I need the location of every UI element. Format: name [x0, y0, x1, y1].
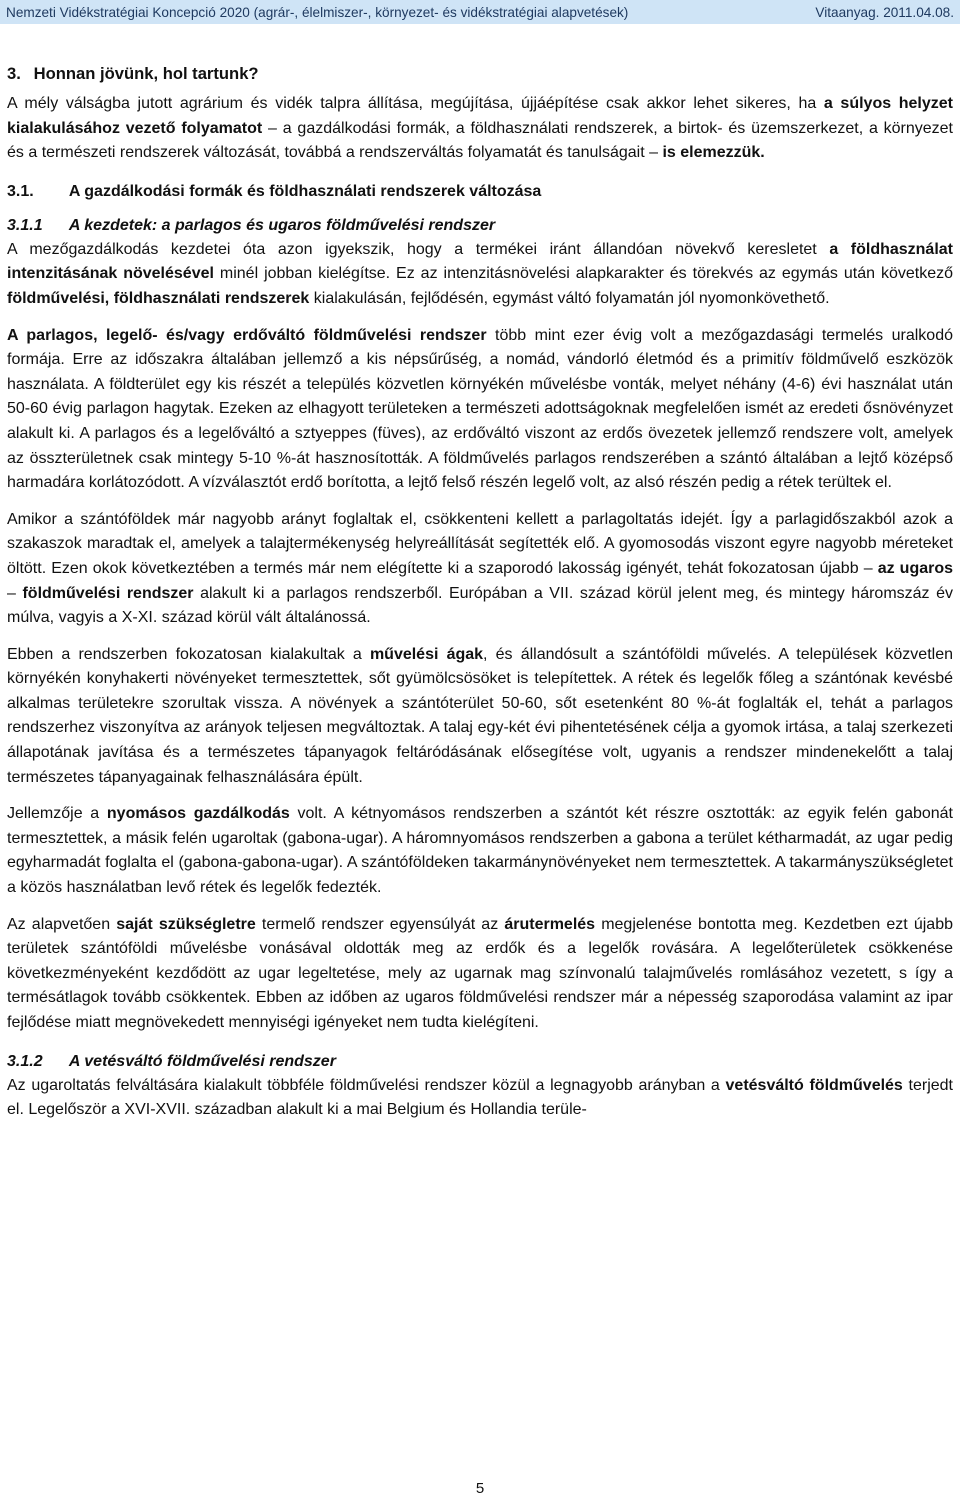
paragraph-text: több mint ezer évig volt a mezőgazdasági termelés uralkodó formája. Erre az időszakra általában jellemző a kis népsűrűség, a nomád, vándorló életmód és a primitív földművelő eszközök használata. A földterület egy kis részét a település közvetlen környékén művelésbe vonták, melyet néhány (4-6) évi használat után 50-60 évig parlagon hagytak. Ezeken az elhagyott területeken a természeti adottságoknak megfelelően ismét az eredeti ősnövényzet alakult ki. A parlagos és a legelőváltó a sztyeppes (füves), az erdőváltó viszont az erdős övezetek jellemző rendszere volt, amelyek az összterületnek csak mintegy 5-10 %-át hasznosították. A földművelés parlagos rendszerében a szántó általában a lejtő középső harmadára korlátozódott. A vízválasztót erdő borította, a lejtő felső részén legelő volt, az alsó részén pedig a rétek terültek el. — [7, 326, 953, 492]
paragraph-bold: földművelési rendszer — [22, 584, 194, 602]
intro-text: A mély válságba jutott agrárium és vidék talpra állítása, megújítása, újjáépítése csak akkor lehet sikeres, ha — [7, 95, 824, 112]
paragraph-text: Az ugaroltatás felváltására kialakult többféle földművelési rendszer közül a legnagyobb arányban a — [7, 1076, 726, 1094]
paragraph-bold: vetésváltó földművelés — [725, 1076, 903, 1094]
intro-paragraph — [7, 92, 953, 166]
subsubsection-heading — [7, 1050, 953, 1074]
paragraph-bold: művelési ágak — [369, 645, 484, 663]
paragraph-text: minél jobban kielégítse. Ez az intenzitásnövelési alapkarakter és törekvés az egymás után következő — [213, 265, 953, 283]
paragraph-text: Jellemzője a — [7, 805, 107, 823]
paragraph-text: terjedt el. Legelőször a XVI-XVII. században alakult ki a mai Belgium és Hollandia terüle- — [7, 1076, 954, 1119]
section-title: Honnan jövünk, hol tartunk? — [33, 64, 259, 83]
subsubsection-title: A kezdetek: a parlagos és ugaros földművelési rendszer — [68, 216, 496, 234]
paragraph — [7, 643, 953, 791]
paragraph-text: A mezőgazdálkodás kezdetei óta azon igyekszik, hogy a termékei iránt állandóan növekvő keresletet — [7, 240, 830, 258]
subsubsection-title: A vetésváltó földművelési rendszer — [68, 1052, 336, 1070]
section-heading — [7, 62, 953, 86]
header-status: Vitaanyag. 2011.04.08. — [815, 4, 954, 20]
subsection-heading — [7, 180, 953, 204]
paragraph — [7, 324, 953, 496]
subsection-number: 3.1. — [7, 182, 34, 200]
subsection-title: A gazdálkodási formák és földhasználati rendszerek változása — [68, 182, 542, 200]
paragraph-bold: a földhasználat intenzitásának növelésével — [7, 240, 954, 283]
paragraph-text: kialakulásán, fejlődésén, egymást váltó folyamatán jól nyomonkövethető. — [309, 289, 830, 307]
document-body — [7, 62, 953, 1135]
subsubsection-heading — [7, 214, 953, 238]
paragraph-text: , és állandósult a szántóföldi művelés. A települések közvetlen környékén konyhakerti növényeket termesztettek, sőt gyümölcsösöket is telepítettek. A rétek és legelők főleg a szántónak kevésbé alkalmas területekre szorultak vissza. A növények a szántóterület 50-60, sőt esetenként 80 %-át foglalták el, tehát a parlagos rendszerhez viszonyítva az arányok teljesen megváltoztak. A talaj egy-két évi pihentetésének célja a gyomok irtása, a talaj szerkezeti állapotának javítása és a természetes tápanyagok feltáródásának elősegítése volt, ugyanis a rendszer mindenekelőtt a talaj természetes tápanyagainak felhasználására épült. — [7, 645, 953, 786]
paragraph-text: Amikor a szántóföldek már nagyobb arányt foglaltak el, csökkenteni kellett a parlagoltatás idejét. Így a parlagidőszakból azok a szakaszok maradtak el, amelyek a talajtermékenység helyreállítását segítették elő. A gyomosodás viszont egyre nagyobb méreteket öltött. Ezen okok következtében a termés már nem elégítette ki a szaporodó lakosság igényét, tehát fokozatosan újabb – — [7, 510, 953, 577]
paragraph-text: megjelenése bontotta meg. Kezdetben ezt újabb területek szántóföldi művelésbe vonásával oldották meg az erdők és a legelők rovására. A legelőterületek csökkenése következményeként kezdődött az ugar legeltetése, mely az ugarnak mag színvonalú talajművelés romlásához vezetett, s így a termésátlagok tovább csökkentek. Ebben az időben az ugaros földművelési rendszer már a népesség szaporodása valamint az ipar fejlődése miatt megnövekedett mennyiségi igényeket nem tudta kielégíteni. — [7, 915, 953, 1031]
paragraph-bold: földművelési, földhasználati rendszerek — [7, 289, 310, 307]
paragraph — [7, 913, 953, 1036]
paragraph-bold: az ugaros — [877, 559, 954, 577]
paragraph-text: alakult ki a parlagos rendszerből. Európában a VII. század körül jelent meg, és mintegy háromszáz év múlva, vagyis a X-XI. század körül vált általánossá. — [7, 584, 954, 627]
header-title: Nemzeti Vidékstratégiai Koncepció 2020 (agrár-, élelmiszer-, környezet- és vidékstratégiai alapvetések) — [6, 4, 629, 20]
subsubsection-number: 3.1.2 — [7, 1052, 43, 1070]
paragraph-text: Az alapvetően — [7, 915, 117, 933]
paragraph-text: Ebben a rendszerben fokozatosan kialakultak a — [7, 645, 370, 663]
paragraph-bold: saját szükségletre — [116, 915, 256, 933]
intro-bold: is elemezzük. — [662, 144, 765, 162]
paragraph-bold: nyomásos gazdálkodás — [106, 805, 290, 823]
paragraph — [7, 802, 953, 900]
paragraph — [7, 508, 953, 631]
paragraph-text: volt. A kétnyomásos rendszerben a szántót két részre osztották: az egyik felén gabonát termesztettek, a másik felén ugaroltak (gabona-ugar). A háromnyomásos rendszerben a gabona a terület kétharmadát, az ugar pedig egyharmadát foglalta el (gabona-gabona-ugar). A szántóföldeken takarmánynövényeket nem termesztettek. A takarmányszükségletet a közös használatban levő rétek és legelők fedezték. — [7, 805, 954, 897]
subsubsection-number: 3.1.1 — [7, 216, 43, 234]
paragraph — [7, 238, 953, 312]
paragraph-text: termelő rendszer egyensúlyát az — [255, 915, 505, 933]
page-number: 5 — [475, 1480, 485, 1497]
running-header — [0, 0, 960, 24]
intro-text: – a gazdálkodási formák, a földhasználati rendszerek, a birtok- és üzemszerkezet, a környezet és a természeti rendszerek változását, továbbá a rendszerváltás folyamatát és tanulságait – — [7, 119, 954, 162]
paragraph-bold: árutermelés — [504, 915, 596, 933]
section-number: 3. — [7, 64, 21, 83]
paragraph — [7, 1074, 953, 1123]
paragraph-text: – — [7, 584, 23, 602]
paragraph-bold: A parlagos, legelő- és/vagy erdőváltó földművelési rendszer — [7, 326, 487, 344]
intro-bold: a súlyos helyzet kialakulásához vezető folyamatot — [7, 95, 954, 137]
